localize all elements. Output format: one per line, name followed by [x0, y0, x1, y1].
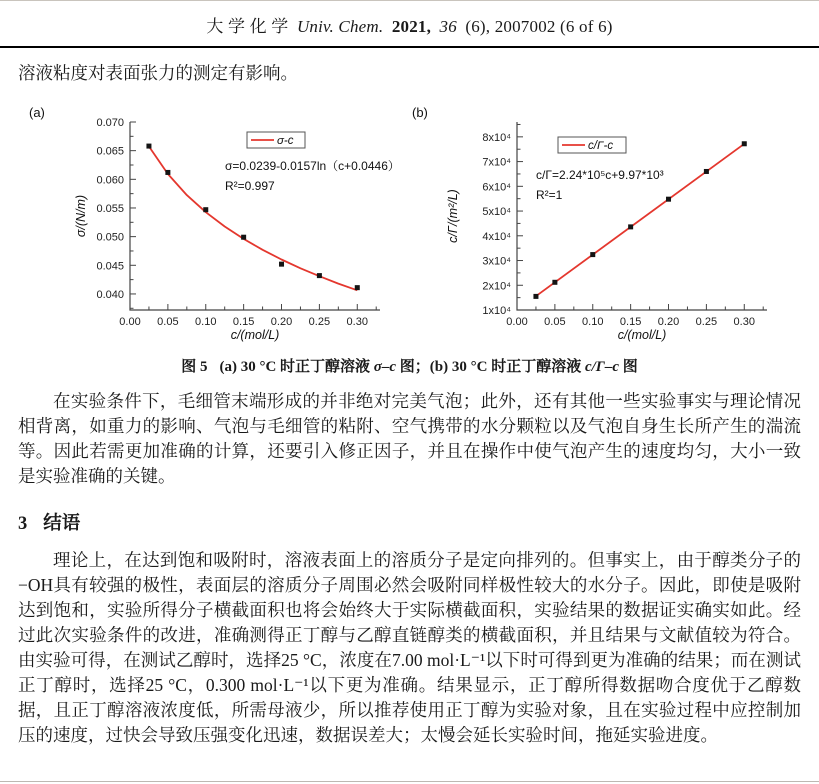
svg-text:0.20: 0.20 [657, 316, 680, 328]
figure-caption-label: 图 5 [181, 359, 208, 375]
body-paragraph-2: 理论上，在达到饱和吸附时，溶液表面上的溶质分子是定向排列的。但事实上，由于醇类分子的−OH具有较强的极性，表面层的溶质分子周围必然会吸附同样极性较大的水分子。因此，即使是吸附达到饱和，实验所得分子横截面积也将会始终大于实际横截面积，实验结果的数据证实确实如此。经过此次实验条件的改进，准确测得正丁醇与乙醇直链醇类的横截面积，并且结果与文献值较为符合。由实验可得，在测试乙醇时，选择25 °C，浓度在7.00 mol·L⁻¹以下时可得到更为准确的结果；而在测试正丁醇时，选择25 °C，0.300 mol·L⁻¹以下更为准确。结果显示，正丁醇所得数据吻合度优于乙醇数据，且正丁醇溶液浓度低，所需母液少，所以推荐使用正丁醇为实验对象，且在实验过程中应控制加压的速度，过快会导致压强变化迅速，数据误差大；太慢会延长实验时间，拖延实验进度。 [18, 550, 801, 745]
svg-text:0.055: 0.055 [96, 202, 124, 215]
svg-text:c/Γ=2.24*10⁵c+9.97*10³: c/Γ=2.24*10⁵c+9.97*10³ [536, 168, 664, 182]
svg-text:0.10: 0.10 [582, 316, 604, 328]
figure-5 [25, 102, 819, 347]
figure-caption-series-a: σ–c [373, 359, 397, 375]
bottom-rule [0, 781, 819, 782]
svg-text:(b): (b) [412, 105, 428, 120]
intro-paragraph: 溶液粘度对表面张力的测定有影响。 [18, 63, 298, 83]
svg-text:c/Γ/(m²/L): c/Γ/(m²/L) [446, 189, 460, 243]
svg-text:σ/(N/m): σ/(N/m) [74, 194, 88, 238]
svg-text:5x10⁴: 5x10⁴ [482, 206, 511, 219]
svg-text:0.15: 0.15 [619, 316, 642, 328]
figure-caption-text-mid: 图；(b) 30 °C 时正丁醇溶液 [396, 359, 585, 375]
chart-sigma-c [25, 102, 410, 347]
body-paragraph-1: 在实验条件下，毛细管末端形成的并非绝对完美气泡；此外，还有其他一些实验事实与理论情况相背离，如重力的影响、气泡与毛细管的粘附、空气携带的水分颗粒以及气泡自身生长所产生的湍流等。因此若需更加准确的计算，还要引入修正因子，并且在操作中使气泡产生的速度均匀，大小一致是实验准确的关键。 [18, 391, 801, 486]
figure-caption-text-end: 图 [619, 359, 638, 375]
section-number: 3 [18, 514, 28, 534]
top-rule [0, 0, 819, 1]
journal-year: 2021, [391, 17, 432, 36]
journal-title-en: Univ. Chem. [296, 17, 384, 36]
svg-text:R²=1: R²=1 [536, 188, 563, 202]
svg-text:0.30: 0.30 [733, 316, 755, 328]
chart-c-gamma-c [410, 102, 810, 347]
svg-text:c/Γ-c: c/Γ-c [588, 140, 614, 152]
figure-caption [10, 355, 809, 376]
svg-text:c/(mol/L): c/(mol/L) [230, 328, 280, 342]
svg-text:0.10: 0.10 [195, 316, 217, 328]
figure-caption-series-b: c/Γ–c [584, 359, 620, 375]
svg-text:0.05: 0.05 [157, 316, 179, 328]
svg-text:0.060: 0.060 [96, 174, 124, 187]
journal-volume: 36 [439, 17, 457, 36]
svg-text:0.20: 0.20 [270, 316, 293, 328]
journal-header [0, 0, 819, 37]
svg-text:σ-c: σ-c [277, 135, 294, 147]
journal-issue-pages: (6), 2007002 (6 of 6) [465, 17, 613, 36]
svg-text:σ=0.0239-0.0157ln（c+0.0446）: σ=0.0239-0.0157ln（c+0.0446） [225, 159, 400, 173]
svg-text:0.045: 0.045 [96, 260, 124, 273]
svg-text:0.15: 0.15 [232, 316, 255, 328]
svg-text:3x10⁴: 3x10⁴ [482, 255, 511, 268]
svg-text:1x10⁴: 1x10⁴ [482, 305, 511, 317]
svg-text:6x10⁴: 6x10⁴ [482, 181, 511, 194]
svg-text:0.070: 0.070 [96, 117, 124, 129]
svg-text:0.00: 0.00 [119, 316, 141, 328]
svg-text:(a): (a) [29, 105, 45, 120]
header-rule [0, 46, 819, 48]
svg-text:0.30: 0.30 [346, 316, 368, 328]
svg-text:0.25: 0.25 [308, 316, 331, 328]
svg-text:0.05: 0.05 [544, 316, 566, 328]
svg-text:0.040: 0.040 [96, 288, 124, 301]
svg-text:0.00: 0.00 [506, 316, 528, 328]
svg-text:2x10⁴: 2x10⁴ [482, 280, 511, 293]
svg-text:8x10⁴: 8x10⁴ [482, 131, 511, 144]
svg-text:0.050: 0.050 [96, 231, 124, 244]
section-title: 结语 [43, 514, 81, 534]
svg-text:7x10⁴: 7x10⁴ [482, 156, 511, 169]
section-heading [18, 509, 801, 535]
svg-text:0.25: 0.25 [695, 316, 718, 328]
svg-text:4x10⁴: 4x10⁴ [482, 230, 511, 243]
journal-title-cjk: 大 学 化 学 [206, 17, 289, 36]
svg-text:R²=0.997: R²=0.997 [225, 179, 275, 193]
svg-text:c/(mol/L): c/(mol/L) [617, 328, 667, 342]
svg-text:0.065: 0.065 [96, 145, 124, 158]
figure-caption-text-a: (a) 30 °C 时正丁醇溶液 [219, 359, 374, 375]
